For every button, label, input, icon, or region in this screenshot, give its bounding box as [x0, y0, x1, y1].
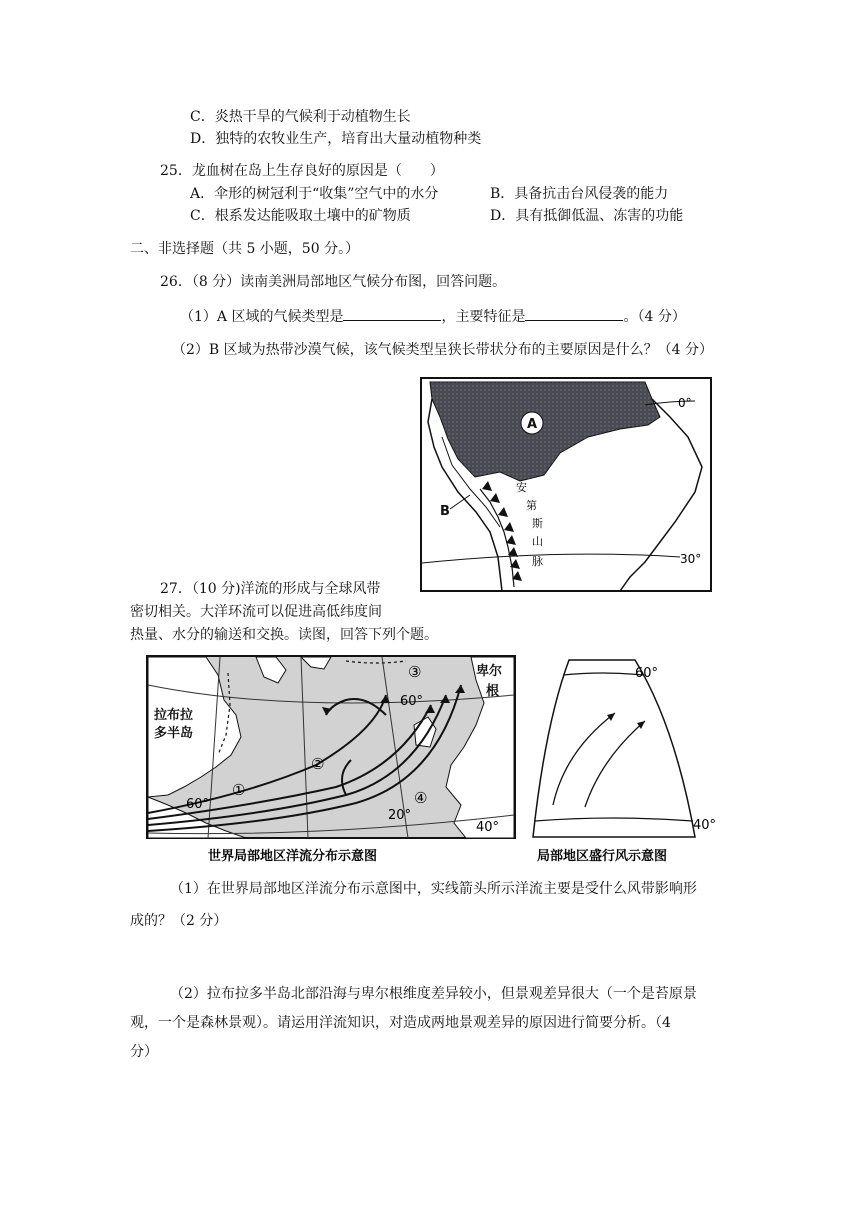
q25-option-c: C．根系发达能吸取土壤中的矿物质: [190, 208, 411, 224]
currents-map-caption: 世界局部地区洋流分布示意图: [208, 849, 378, 864]
answer-blank-2[interactable]: [525, 306, 623, 321]
section-title: 二、非选择题（共 5 小题，50 分。）: [130, 241, 360, 257]
q24-option-c: C．炎热干旱的气候利于动植物生长: [190, 109, 411, 125]
andes-char-1: 安: [516, 481, 527, 494]
label-bergen-1: 卑尔: [476, 664, 503, 679]
wind-deg-60: 60°: [635, 666, 659, 681]
q27-sub2-line3: 分）: [130, 1044, 158, 1060]
wind-map-caption: 局部地区盛行风示意图: [537, 849, 668, 864]
andes-char-2: 第: [526, 499, 537, 512]
andes-char-3: 斯: [532, 517, 543, 530]
marker-1: ①: [232, 781, 246, 799]
marker-4: ④: [414, 789, 428, 807]
q26-stem: 26．（8 分）读南美洲局部地区气候分布图，回答问题。: [160, 274, 507, 290]
prevailing-wind-map: [525, 655, 725, 867]
label-bergen-2: 根: [486, 684, 500, 699]
answer-blank-1[interactable]: [343, 306, 441, 321]
q26-sub1: （1）A 区域的气候类型是 ，主要特征是 。（4 分）: [180, 306, 686, 326]
q27-sub1-line1: （1）在世界局部地区洋流分布示意图中，实线箭头所示洋流主要是受什么风带影响形: [170, 881, 697, 897]
q27-sub2-line1: （2）拉布拉多半岛北部沿海与卑尔根维度差异较小，但景观差异很大（一个是苔原景: [170, 986, 697, 1002]
marker-2: ②: [311, 755, 325, 773]
q27-stem-line1: 27．（10 分)洋流的形成与全球风带: [160, 581, 381, 597]
deg-40: 40°: [476, 820, 500, 835]
q27-stem-line3: 热量、水分的输送和交换。读图，回答下列个题。: [130, 627, 438, 643]
wind-deg-40: 40°: [693, 818, 717, 833]
q25-option-b: B．具备抗击台风侵袭的能力: [490, 186, 669, 202]
ocean-currents-map: [146, 655, 518, 867]
south-america-climate-map: [420, 377, 712, 592]
label-labrador-2: 多半岛: [154, 726, 194, 741]
lat-0-label: 0°: [678, 396, 692, 410]
q26-sub2: （2）B 区域为热带沙漠气候，该气候类型呈狭长带状分布的主要原因是什么？（4 分）: [172, 342, 714, 358]
deg-60-bottom: 60°: [186, 797, 210, 812]
q27-sub2-line2: 观，一个是森林景观）。请运用洋流知识，对造成两地景观差异的原因进行简要分析。（4: [130, 1015, 671, 1031]
q25-stem: 25．龙血树在岛上生存良好的原因是（ ）: [160, 163, 444, 179]
q24-option-d: D．独特的农牧业生产，培育出大量动植物种类: [190, 131, 482, 147]
marker-3: ③: [408, 663, 422, 681]
q25-option-d: D．具有抵御低温、冻害的功能: [490, 208, 684, 224]
andes-char-4: 山: [532, 535, 543, 548]
q27-sub1-line2: 成的？（2 分）: [130, 913, 228, 929]
label-b: B: [440, 504, 450, 519]
q25-option-a: A．伞形的树冠利于“收集”空气中的水分: [190, 186, 439, 202]
andes-char-5: 脉: [532, 555, 543, 568]
deg-20: 20°: [388, 808, 412, 823]
q27-stem-line2: 密切相关。大洋环流可以促进高低纬度间: [130, 604, 382, 620]
deg-60-top: 60°: [400, 694, 424, 709]
label-a: A: [527, 417, 538, 432]
label-labrador-1: 拉布拉: [154, 708, 194, 723]
lat-30-label: 30°: [680, 552, 702, 566]
